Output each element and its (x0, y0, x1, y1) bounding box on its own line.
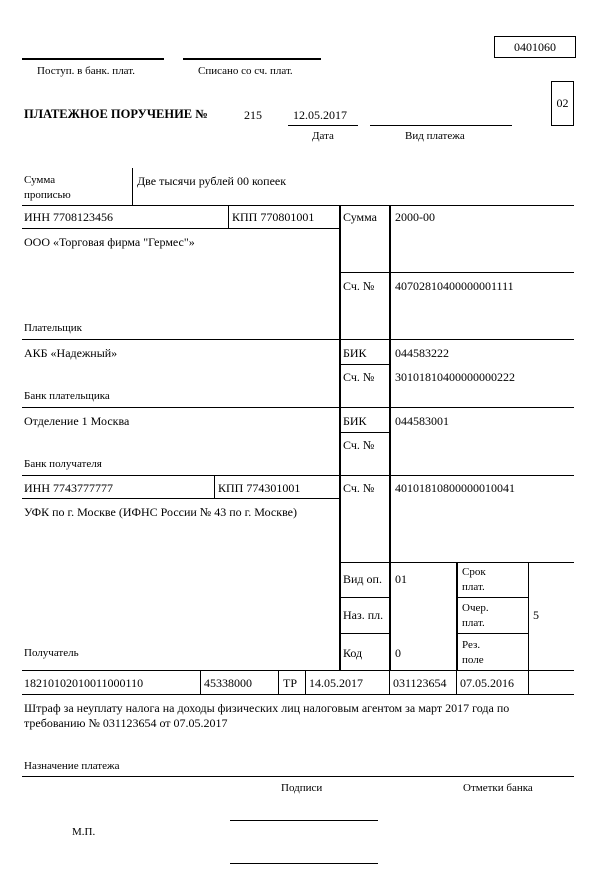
vid-op-value: 01 (395, 572, 407, 586)
tax-divider-2 (278, 670, 279, 694)
tax-divider-5 (456, 670, 457, 694)
bank-marks-label: Отметки банка (463, 782, 533, 794)
recipient-bank-label: Банк получателя (24, 458, 102, 470)
srok-label-1: Срок (462, 566, 486, 578)
row-line-recipient-bank-bottom (22, 475, 574, 476)
ocher-label-2: плат. (462, 617, 485, 629)
amount-label: Сумма (343, 210, 377, 224)
op-divider-1 (456, 562, 458, 670)
payer-bank-name: АКБ «Надежный» (24, 346, 118, 360)
page-title: ПЛАТЕЖНОЕ ПОРУЧЕНИЕ № (24, 107, 208, 121)
payer-status-box (551, 81, 574, 126)
recipient-bank-bik-label: БИК (343, 414, 367, 428)
payer-kpp: КПП 770801001 (232, 210, 315, 224)
date-line (288, 125, 358, 126)
recipient-label: Получатель (24, 647, 79, 659)
recipient-kpp-divider (214, 475, 215, 498)
payer-bank-bik-label: БИК (343, 346, 367, 360)
row-line-payer-bank-bottom (22, 407, 574, 408)
signature-line-2 (230, 863, 378, 864)
tax-divider-3 (305, 670, 306, 694)
amount-words-label-1: Сумма (24, 174, 56, 186)
signatures-label: Подписи (281, 782, 323, 794)
purpose-label: Назначение платежа (24, 760, 120, 772)
amount-value: 2000-00 (395, 210, 435, 224)
row-line-inn (22, 205, 574, 206)
received-label: Поступ. в банк. плат. (37, 65, 136, 77)
payer-account-label: Сч. № (343, 279, 375, 293)
payer-status: 02 (556, 96, 569, 110)
recipient-bank-acc-label: Сч. № (343, 438, 375, 452)
kod-label: Код (343, 646, 363, 660)
row-line-payer-bottom (22, 339, 574, 340)
payer-inn: ИНН 7708123456 (24, 210, 113, 224)
recipient-acc: 40101810800000010041 (395, 481, 515, 495)
payer-kpp-divider (228, 205, 229, 228)
main-column-divider-left (339, 205, 341, 670)
payer-account-value: 40702810400000001111 (395, 279, 514, 293)
received-line (22, 58, 164, 60)
op-divider-2 (528, 562, 529, 670)
amount-words-value: Две тысячи рублей 00 копеек (137, 174, 287, 188)
date-label: Дата (312, 130, 334, 142)
row-line-payer-bik (340, 364, 390, 365)
main-column-divider-right (389, 205, 391, 670)
amount-words-label-2: прописью (24, 189, 71, 201)
row-line-recipient-bik (340, 432, 390, 433)
ocher-value: 5 (533, 608, 539, 622)
rez-label-2: поле (462, 654, 484, 666)
row-line-vidop-bottom (340, 597, 390, 598)
tax-divider-4 (389, 670, 390, 694)
purpose-text: Штраф за неуплату налога на доходы физических лиц налоговым агентом за март 2017 года по требованию № 031123654 от 07.05.2017 (24, 701, 510, 730)
naz-pl-label: Наз. пл. (343, 608, 384, 622)
row-line-tax-bottom (22, 694, 574, 695)
order-number: 215 (244, 108, 262, 122)
tax-basis: ТР (283, 676, 298, 690)
row-line-purpose-bottom (22, 776, 574, 777)
row-line-recipient-inn-bottom (22, 498, 340, 499)
payment-type-label: Вид платежа (405, 130, 465, 142)
order-date: 12.05.2017 (293, 108, 347, 122)
recipient-bank-bik: 044583001 (395, 414, 449, 428)
debited-line (183, 58, 321, 60)
tax-doc-date: 07.05.2016 (460, 676, 514, 690)
row-line-srok-bottom (457, 597, 528, 598)
row-line-nazpl-bottom (340, 633, 390, 634)
recipient-kpp: КПП 774301001 (218, 481, 301, 495)
signature-line-1 (230, 820, 378, 821)
recipient-acc-label: Сч. № (343, 481, 375, 495)
srok-label-2: плат. (462, 581, 485, 593)
ocher-label-1: Очер. (462, 602, 489, 614)
payer-bank-acc: 30101810400000000222 (395, 370, 515, 384)
row-line-recipient-bottom (22, 670, 574, 671)
tax-divider-1 (200, 670, 201, 694)
tax-divider-6 (528, 670, 529, 694)
row-line-amount-bottom (340, 272, 574, 273)
vid-op-label: Вид оп. (343, 572, 382, 586)
kod-value: 0 (395, 646, 401, 660)
payer-bank-bik: 044583222 (395, 346, 449, 360)
row-line-inn-bottom (22, 228, 340, 229)
stamp-label: М.П. (72, 826, 96, 838)
rez-label-1: Рез. (462, 639, 481, 651)
recipient-name: УФК по г. Москве (ИФНС России № 43 по г. Москве) (24, 505, 297, 519)
payer-bank-label: Банк плательщика (24, 390, 110, 402)
tax-period: 14.05.2017 (309, 676, 363, 690)
tax-oktmo: 45338000 (204, 676, 252, 690)
form-code-box (494, 36, 576, 58)
recipient-inn: ИНН 7743777777 (24, 481, 113, 495)
payer-bank-acc-label: Сч. № (343, 370, 375, 384)
tax-kbk: 18210102010011000110 (24, 676, 144, 690)
form-code: 0401060 (514, 39, 556, 54)
payment-type-line (370, 125, 512, 126)
recipient-bank-name: Отделение 1 Москва (24, 414, 130, 428)
debited-label: Списано со сч. плат. (198, 65, 293, 77)
payer-name: ООО «Торговая фирма "Гермес"» (24, 235, 195, 249)
row-line-ocher-bottom (457, 633, 528, 634)
tax-doc-num: 031123654 (393, 676, 447, 690)
payer-label: Плательщик (24, 322, 82, 334)
amount-words-divider (132, 168, 133, 205)
